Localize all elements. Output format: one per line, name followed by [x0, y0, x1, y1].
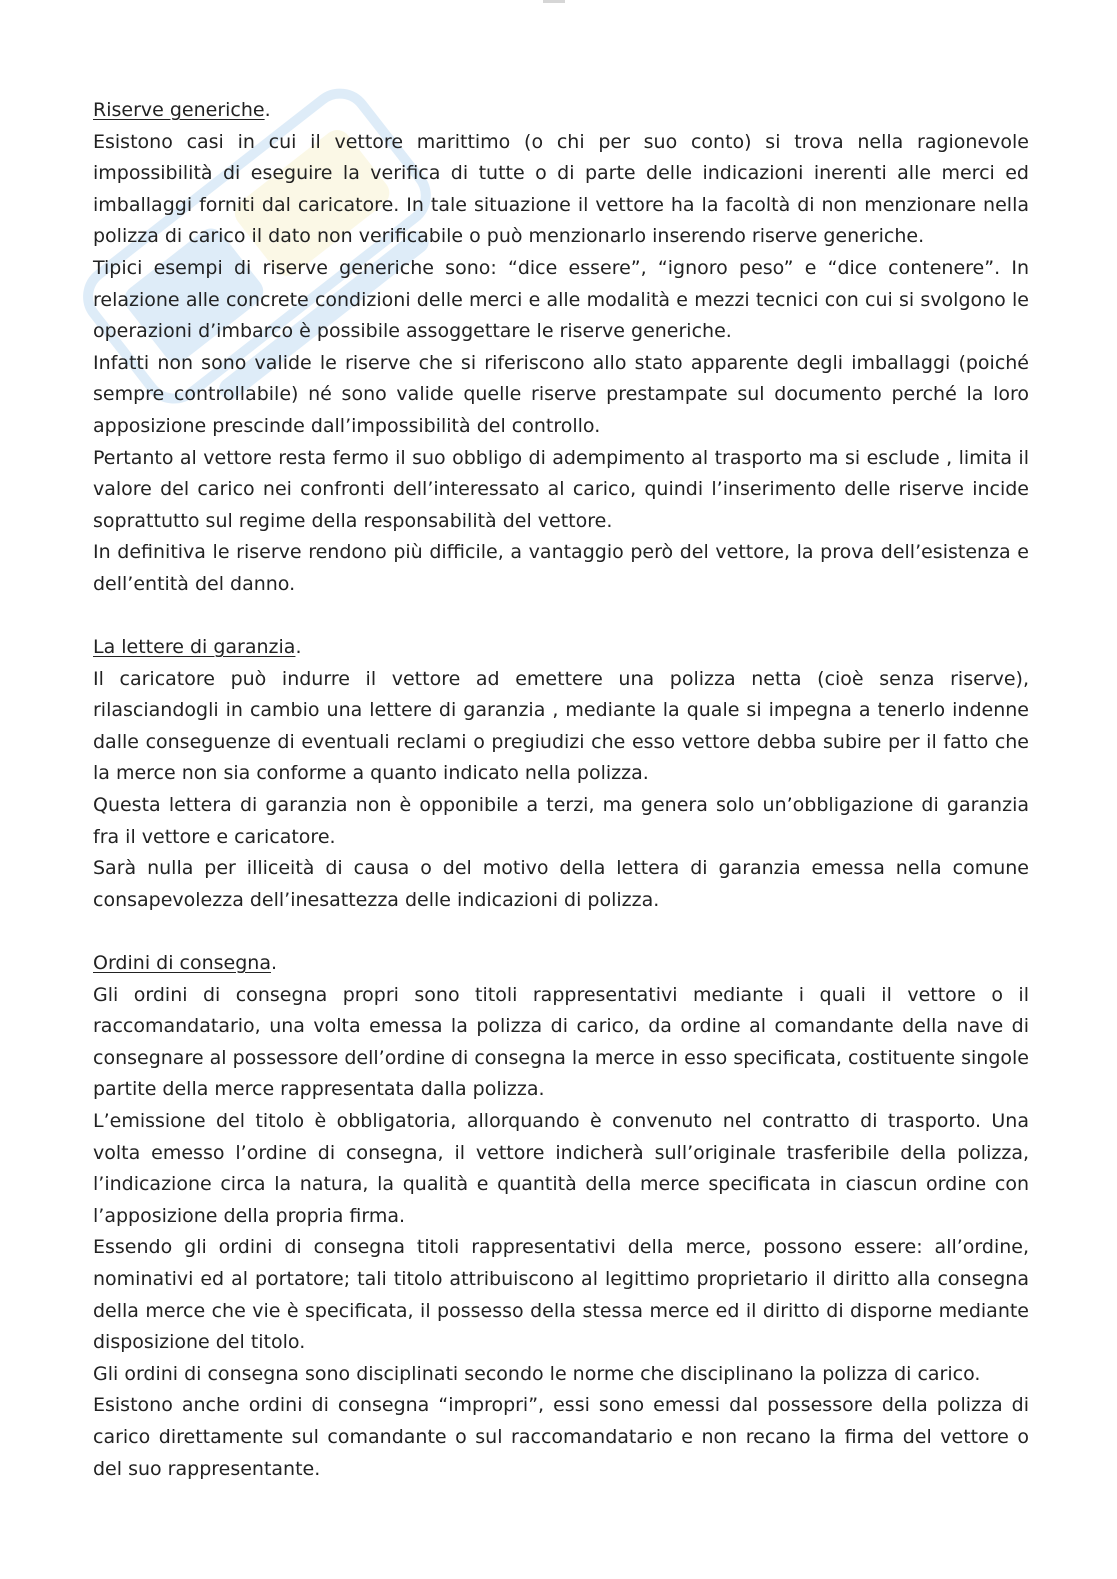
- paragraph: Tipici esempi di riserve generiche sono: “dice essere”, “ignoro peso” e “dice contenere”. In relazione alle concrete condizioni delle merci e alle modalità e mezzi tecnici con cui si svolgono le operazioni d’imbarco è possibile assoggettare le riserve generiche.: [93, 256, 1029, 343]
- page-header-mark: [543, 0, 565, 3]
- section-lettere-di-garanzia: [93, 632, 1029, 916]
- paragraph: Sarà nulla per illiceità di causa o del motivo della lettera di garanzia emessa nella comune consapevolezza dell’inesattezza delle indicazioni di polizza.: [93, 857, 1029, 911]
- paragraph: Questa lettera di garanzia non è opponibile a terzi, ma genera solo un’obbligazione di garanzia fra il vettore e caricatore.: [93, 794, 1029, 848]
- section-heading: Riserve generiche.: [93, 99, 271, 121]
- paragraph: Pertanto al vettore resta fermo il suo obbligo di adempimento al trasporto ma si esclude , limita il valore del carico nei confronti dell’interessato al carico, quindi l’inserimento delle riserve incide soprattutto sul regime della responsabilità del vettore.: [93, 446, 1029, 532]
- paragraph: L’emissione del titolo è obbligatoria, allorquando è convenuto nel contratto di trasporto. Una volta emesso l’ordine di consegna, il vettore indicherà sull’originale trasferibile della polizza, l’indicazione circa la natura, la qualità e quantità della merce specificata in ciascun ordine con l’apposizione della propria firma.: [93, 1110, 1029, 1227]
- paragraph: Gli ordini di consegna propri sono titoli rappresentativi mediante i quali il vettore o il raccomandatario, una volta emessa la polizza di carico, da ordine al comandante della nave di consegnare al possessore dell’ordine di consegna la merce in esso specificata, costituente singole partite della merce rappresentata dalla polizza.: [93, 983, 1029, 1101]
- paragraph: Infatti non sono valide le riserve che si riferiscono allo stato apparente degli imballaggi (poiché sempre controllabile) né sono valide quelle riserve prestampate sul documento perché la loro apposizione prescinde dall’impossibilità del controllo.: [93, 351, 1029, 437]
- paragraph: In definitiva le riserve rendono più difficile, a vantaggio però del vettore, la prova dell’esistenza e dell’entità del danno.: [93, 541, 1029, 595]
- document-body: [93, 95, 1029, 1485]
- section-riserve-generiche: [93, 95, 1029, 601]
- paragraph: Gli ordini di consegna sono disciplinati secondo le norme che disciplinano la polizza di carico.: [93, 1362, 981, 1385]
- section-ordini-di-consegna: [93, 948, 1029, 1485]
- section-heading: Ordini di consegna.: [93, 952, 278, 975]
- section-heading: La lettere di garanzia.: [93, 636, 302, 659]
- paragraph: Essendo gli ordini di consegna titoli rappresentativi della merce, possono essere: all’ordine, nominativi ed al portatore; tali titolo attribuiscono al legittimo proprietario il diritto alla consegna della merce che vie è specificata, il possesso della stessa merce ed il diritto di disporne mediante disposizione del titolo.: [93, 1236, 1029, 1354]
- paragraph: Esistono casi in cui il vettore marittimo (o chi per suo conto) si trova nella ragionevole impossibilità di eseguire la verifica di tutte o di parte delle indicazioni inerenti alle merci ed imballaggi forniti dal caricatore. In tale situazione il vettore ha la facoltà di non menzionare nella polizza di carico il dato non verificabile o può menzionarlo inserendo riserve generiche.: [93, 130, 1029, 248]
- paragraph: Esistono anche ordini di consegna “impropri”, essi sono emessi dal possessore della polizza di carico direttamente sul comandante o sul raccomandatario e non recano la firma del vettore o del suo rappresentante.: [93, 1394, 1029, 1480]
- paragraph: Il caricatore può indurre il vettore ad emettere una polizza netta (cioè senza riserve), rilasciandogli in cambio una lettere di garanzia , mediante la quale si impegna a tenerlo indenne dalle conseguenze di eventuali reclami o pregiudizi che esso vettore debba subire per il fatto che la merce non sia conforme a quanto indicato nella polizza.: [93, 667, 1029, 785]
